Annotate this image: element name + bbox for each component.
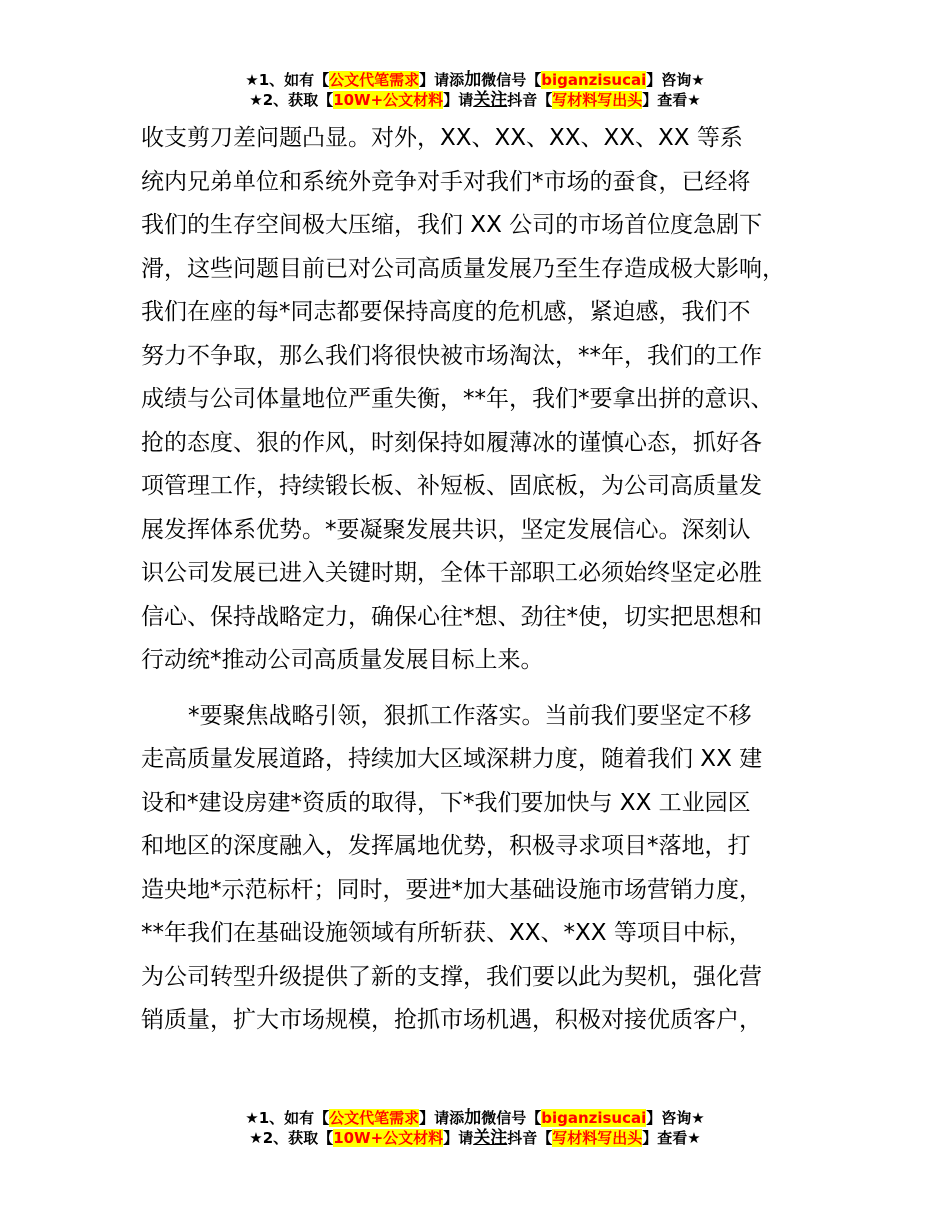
header-promo-banner [0, 70, 950, 110]
promo-line-2: ★2、获取【10W+公文材料】请关注抖音【写材料写出头】查看★ [249, 90, 701, 110]
text-line: 行动统*推动公司高质量发展目标上来。 [141, 647, 544, 673]
star-icon: ★ [691, 71, 705, 89]
text-line: 识公司发展已进入关键时期，全体干部职工必须始终坚定必胜 [141, 560, 762, 586]
text-line: 统内兄弟单位和系统外竞争对手对我们*市场的蚕食，已经将 [141, 168, 751, 195]
highlight-materials: 10W+公文材料 [333, 91, 444, 109]
promo-line-1: ★1、如有【公文代笔需求】请添加微信号【biganzisucai】咨询★ [245, 70, 705, 90]
star-icon: ★ [687, 91, 701, 109]
text-line: 努力不争取，那么我们将很快被市场淘汰，**年，我们的工作 [141, 342, 762, 369]
text-line: 项管理工作，持续锻长板、补短板、固底板，为公司高质量发 [141, 473, 762, 499]
star-icon: ★ [249, 1129, 263, 1147]
text-line: 我们在座的每*同志都要保持高度的危机感，紧迫感，我们不 [141, 299, 751, 325]
star-icon: ★ [245, 1109, 259, 1127]
highlight-douyin-account: 写材料写出头 [552, 1129, 643, 1147]
footer-promo-banner [0, 1108, 950, 1148]
text-line: 销质量，扩大市场规模，抢抓市场机遇，积极对接优质客户， [141, 1007, 762, 1033]
highlight-wechat-id: biganzisucai [541, 71, 647, 89]
text-line: 展发挥体系优势。*要凝聚发展共识，坚定发展信心。深刻认 [141, 516, 751, 543]
text-line: 信心、保持战略定力，确保心往*想、劲往*使，切实把思想和 [141, 603, 762, 630]
highlight-ghostwriting: 公文代笔需求 [329, 1109, 420, 1127]
highlight-ghostwriting: 公文代笔需求 [329, 71, 420, 89]
text-line: 造央地*示范标杆；同时，要进*加大基础设施市场营销力度， [141, 876, 762, 903]
text-line: 收支剪刀差问题凸显。对外，XX、XX、XX、XX、XX 等系 [141, 125, 743, 151]
star-icon: ★ [245, 71, 259, 89]
promo-line-1: ★1、如有【公文代笔需求】请添加微信号【biganzisucai】咨询★ [245, 1108, 705, 1128]
highlight-materials: 10W+公文材料 [333, 1129, 444, 1147]
promo-line-2: ★2、获取【10W+公文材料】请关注抖音【写材料写出头】查看★ [249, 1128, 701, 1148]
text-line: 和地区的深度融入，发挥属地优势，积极寻求项目*落地，打 [141, 833, 751, 859]
star-icon: ★ [687, 1129, 701, 1147]
text-line: 我们的生存空间极大压缩，我们 XX 公司的市场首位度急剧下 [141, 212, 763, 238]
text-line: *要聚焦战略引领，狠抓工作落实。当前我们要坚定不移 [188, 702, 752, 729]
text-line: 走高质量发展道路，持续加大区域深耕力度，随着我们 XX 建 [141, 746, 763, 772]
highlight-wechat-id: biganzisucai [541, 1109, 647, 1127]
document-body [141, 117, 823, 1043]
text-line: 成绩与公司体量地位严重失衡，**年，我们*要拿出拼的意识、 [141, 386, 774, 412]
star-icon: ★ [249, 91, 263, 109]
highlight-douyin-account: 写材料写出头 [552, 91, 643, 109]
text-line: 滑，这些问题目前已对公司高质量发展乃至生存造成极大影响， [141, 255, 785, 282]
text-line: **年我们在基础设施领域有所斩获、XX、*XX 等项目中标， [141, 920, 752, 946]
text-line: 为公司转型升级提供了新的支撑，我们要以此为契机，强化营 [141, 963, 762, 990]
text-line: 设和*建设房建*资质的取得，下*我们要加快与 XX 工业园区 [141, 789, 751, 816]
star-icon: ★ [691, 1109, 705, 1127]
text-line: 抢的态度、狠的作风，时刻保持如履薄冰的谨慎心态，抓好各 [141, 429, 762, 456]
